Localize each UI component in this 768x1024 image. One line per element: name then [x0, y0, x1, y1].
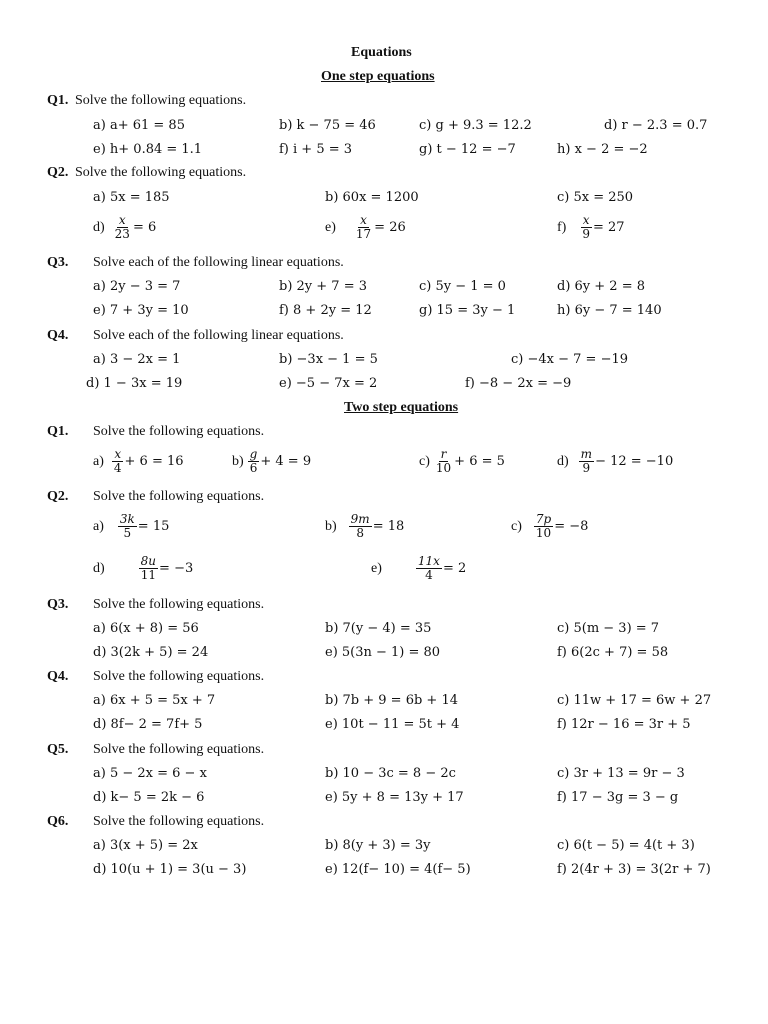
equation: b) 2y + 7 = 3 — [279, 279, 367, 294]
equation: h) x − 2 = −2 — [557, 142, 648, 157]
equation: b) k − 75 = 46 — [279, 118, 376, 133]
equation: d) 3(2k + 5) = 24 — [93, 645, 209, 660]
equation: d) 8f− 2 = 7f+ 5 — [93, 717, 203, 732]
fraction-equation: a) $\frac{3k}{5}$ = 15 — [93, 512, 170, 540]
question-instruction: Solve the following equations. — [93, 597, 265, 612]
question-number: Q3. — [47, 255, 69, 270]
fraction-equation: c) $\frac{7p}{10}$ = −8 — [511, 512, 589, 540]
equation: a) 6(x + 8) = 56 — [93, 621, 199, 636]
equation: b) 7b + 9 = 6b + 14 — [325, 693, 458, 708]
question-number: Q4. — [47, 328, 69, 343]
question-number: Q1. — [47, 424, 69, 439]
equation: f) 17 − 3g = 3 − g — [557, 790, 679, 805]
question-instruction: Solve the following equations. — [93, 742, 265, 757]
equation: f) −8 − 2x = −9 — [465, 376, 572, 391]
fraction-equation: f) $\frac{x}{9}$ = 27 — [557, 213, 625, 241]
fraction-equation: e) $\frac{11x}{4}$ = 2 — [371, 554, 467, 582]
section-heading-one-step: One step equations — [321, 69, 435, 84]
equation: c) 3r + 13 = 9r − 3 — [557, 766, 685, 781]
question-number: Q2. — [47, 489, 69, 504]
equation: b) −3x − 1 = 5 — [279, 352, 378, 367]
equation: c) −4x − 7 = −19 — [511, 352, 628, 367]
equation: c) 5y − 1 = 0 — [419, 279, 506, 294]
equation: e) 7 + 3y = 10 — [93, 303, 189, 318]
fraction-equation: b) $\frac{9m}{8}$ = 18 — [325, 512, 405, 540]
equation: c) 6(t − 5) = 4(t + 3) — [557, 838, 695, 853]
equation: d) 6y + 2 = 8 — [557, 279, 645, 294]
equation: e) 5y + 8 = 13y + 17 — [325, 790, 464, 805]
fraction-equation: a) $\frac{x}{4}$ + 6 = 16 — [93, 447, 184, 475]
question-number: Q5. — [47, 742, 69, 757]
question-instruction: Solve the following equations. — [93, 424, 265, 439]
question-number: Q2. — [47, 165, 69, 180]
equation: e) 10t − 11 = 5t + 4 — [325, 717, 460, 732]
equation: b) 8(y + 3) = 3y — [325, 838, 431, 853]
equation: f) 2(4r + 3) = 3(2r + 7) — [557, 862, 711, 877]
question-instruction: Solve the following equations. — [93, 489, 265, 504]
equation: d) 1 − 3x = 19 — [86, 376, 183, 391]
fraction-equation: c) $\frac{r}{10}$ + 6 = 5 — [419, 447, 505, 475]
fraction-equation: e) $\frac{x}{17}$ = 26 — [325, 213, 406, 241]
equation: a) 2y − 3 = 7 — [93, 279, 181, 294]
equation: a) 6x + 5 = 5x + 7 — [93, 693, 216, 708]
equation: f) 6(2c + 7) = 58 — [557, 645, 669, 660]
equation: e) −5 − 7x = 2 — [279, 376, 378, 391]
question-instruction: Solve each of the following linear equations. — [93, 255, 344, 270]
section-heading-two-step: Two step equations — [344, 400, 459, 415]
equation: b) 60x = 1200 — [325, 190, 419, 205]
fraction-equation: d) $\frac{m}{9}$ − 12 = −10 — [557, 447, 674, 475]
equation: e) h+ 0.84 = 1.1 — [93, 142, 203, 157]
question-number: Q1. — [47, 93, 69, 108]
equation: a) a+ 61 = 85 — [93, 118, 185, 133]
page-title: Equations — [351, 45, 412, 60]
equation: a) 5 − 2x = 6 − x — [93, 766, 207, 781]
equation: d) r − 2.3 = 0.7 — [604, 118, 708, 133]
equation: c) 5x = 250 — [557, 190, 634, 205]
equation: f) 8 + 2y = 12 — [279, 303, 372, 318]
question-number: Q3. — [47, 597, 69, 612]
equation: h) 6y − 7 = 140 — [557, 303, 662, 318]
equation: b) 10 − 3c = 8 − 2c — [325, 766, 456, 781]
fraction-equation: d) $\frac{x}{23}$ = 6 — [93, 213, 157, 241]
equation: f) 12r − 16 = 3r + 5 — [557, 717, 691, 732]
equation: c) 5(m − 3) = 7 — [557, 621, 660, 636]
equation: g) t − 12 = −7 — [419, 142, 516, 157]
equation: a) 5x = 185 — [93, 190, 170, 205]
equation: g) 15 = 3y − 1 — [419, 303, 516, 318]
equation: c) 11w + 17 = 6w + 27 — [557, 693, 712, 708]
equation: d) k− 5 = 2k − 6 — [93, 790, 205, 805]
question-instruction: Solve each of the following linear equations. — [93, 328, 344, 343]
fraction-equation: d) $\frac{8u}{11}$ = −3 — [93, 554, 194, 582]
question-instruction: Solve the following equations. — [93, 669, 265, 684]
equation: e) 5(3n − 1) = 80 — [325, 645, 441, 660]
question-number: Q6. — [47, 814, 69, 829]
equation: a) 3 − 2x = 1 — [93, 352, 181, 367]
question-instruction: Solve the following equations. — [75, 165, 247, 180]
question-number: Q4. — [47, 669, 69, 684]
equation: b) 7(y − 4) = 35 — [325, 621, 432, 636]
equation: d) 10(u + 1) = 3(u − 3) — [93, 862, 247, 877]
equation: f) i + 5 = 3 — [279, 142, 353, 157]
equation: e) 12(f− 10) = 4(f− 5) — [325, 862, 471, 877]
fraction-equation: b) $\frac{g}{6}$ + 4 = 9 — [232, 447, 312, 475]
equation: c) g + 9.3 = 12.2 — [419, 118, 532, 133]
question-instruction: Solve the following equations. — [93, 814, 265, 829]
equation: a) 3(x + 5) = 2x — [93, 838, 198, 853]
question-instruction: Solve the following equations. — [75, 93, 247, 108]
